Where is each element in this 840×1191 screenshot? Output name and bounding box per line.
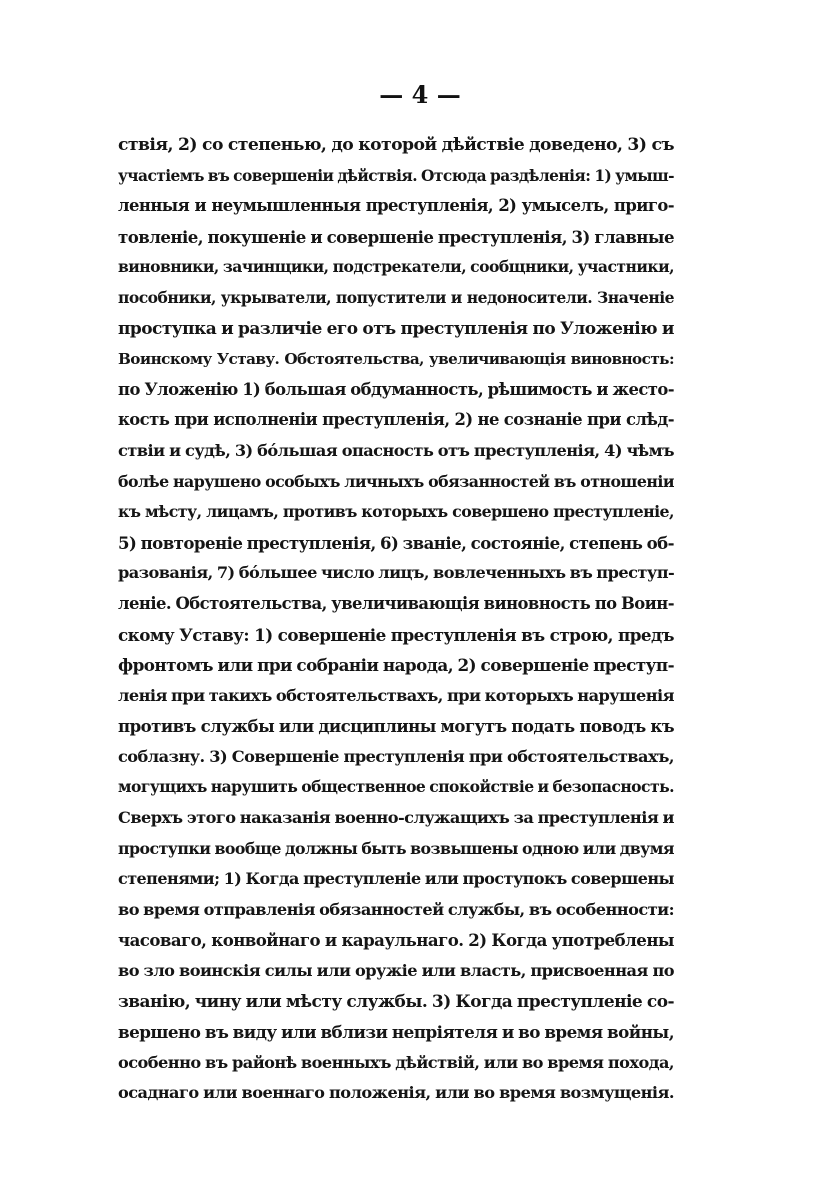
text-line: виновники, зачинщики, подстрекатели, сообщники, участники, [118, 257, 674, 277]
text-line: противъ службы или дисциплины могутъ подать поводъ къ [118, 716, 674, 737]
text-line: къ мѣсту, лицамъ, противъ которыхъ совершено преступленіе, [118, 502, 674, 522]
text-line: могущихъ нарушить общественное спокойствіе и безопасность. [118, 777, 674, 797]
text-line: по Уложенію 1) большая обдуманность, рѣшимость и жесто- [118, 379, 674, 399]
text-line: разованія, 7) бо́льшее число лицъ, вовлеченныхъ въ преступ- [118, 563, 674, 583]
text-line: Воинскому Уставу. Обстоятельства, увеличивающія виновность: [118, 350, 674, 369]
text-line: товленіе, покушеніе и совершеніе преступленія, 3) главные [118, 226, 674, 247]
text-line: часоваго, конвойнаго и караульнаго. 2) Когда употреблены [118, 930, 674, 951]
text-line: ствіи и судѣ, 3) бо́льшая опасность отъ преступленія, 4) чѣмъ [118, 440, 674, 460]
text-line: во зло воинскія силы или оружіе или власть, присвоенная по [118, 961, 674, 981]
text-line: леніе. Обстоятельства, увеличивающія виновность по Воин- [118, 593, 674, 613]
text-line: ленныя и неумышленныя преступленія, 2) умыселъ, приго- [118, 196, 674, 216]
text-line: кость при исполненіи преступленія, 2) не сознаніе при слѣд- [118, 410, 674, 430]
text-line: во время отправленія обязанностей службы, въ особенности: [118, 899, 674, 919]
text-line: проступки вообще должны быть возвышены одною или двумя [118, 838, 674, 858]
text-line: степенями; 1) Когда преступленіе или проступокъ совершены [118, 869, 674, 889]
text-line: Сверхъ этого наказанія военно-служащихъ за преступленія и [118, 808, 674, 828]
text-line: осаднаго или военнаго положенія, или во время возмущенія. [118, 1083, 674, 1103]
text-line: 5) повтореніе преступленія, 6) званіе, состояніе, степень об- [118, 532, 674, 553]
text-line: пособники, укрыватели, попустители и недоносители. Значеніе [118, 287, 674, 307]
text-line: званію, чину или мѣсту службы. 3) Когда преступленіе со- [118, 991, 674, 1012]
body-text [118, 130, 674, 1109]
text-line: болѣе нарушено особыхъ личныхъ обязанностей въ отношеніи [118, 471, 674, 491]
text-line: особенно въ районѣ военныхъ дѣйствій, или во время похода, [118, 1052, 674, 1072]
page-number: — 4 — [379, 80, 461, 109]
text-line: ленія при такихъ обстоятельствахъ, при которыхъ нарушенія [118, 685, 674, 705]
text-line: скому Уставу: 1) совершеніе преступленія въ строю, предъ [118, 624, 674, 645]
text-line: вершено въ виду или вблизи непріятеля и во время войны, [118, 1022, 674, 1043]
text-line: ствія, 2) со степенью, до которой дѣйствіе доведено, 3) съ [118, 135, 674, 155]
text-line: проступка и различіе его отъ преступленія по Уложенію и [118, 318, 674, 339]
text-line: участіемъ въ совершеніи дѣйствія. Отсюда раздѣленія: 1) умыш- [118, 166, 674, 185]
text-line: соблазну. 3) Совершеніе преступленія при обстоятельствахъ, [118, 746, 674, 766]
text-line: фронтомъ или при собраніи народа, 2) совершеніе преступ- [118, 655, 674, 676]
